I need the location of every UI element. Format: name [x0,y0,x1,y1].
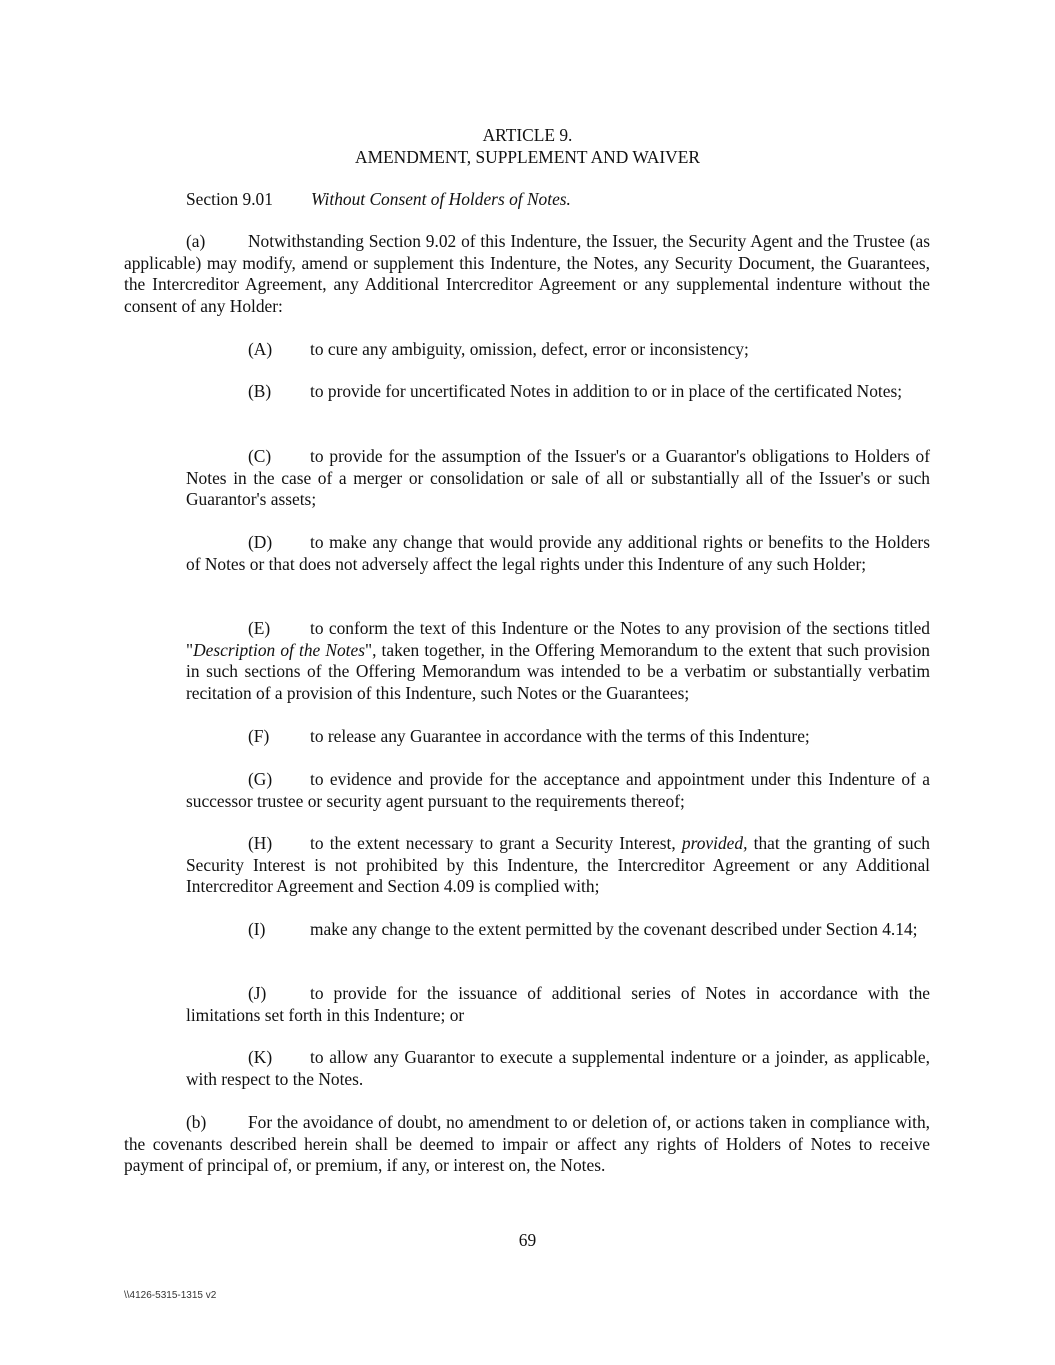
paragraph-b [124,1112,930,1177]
item-text-italic: provided, [681,833,748,853]
item-label: (D) [248,532,273,552]
list-item [186,381,930,403]
document-id: \\4126-5315-1315 v2 [124,1290,217,1301]
page-number: 69 [518,1230,537,1250]
item-text: to allow any Guarantor to execute a supplemental indenture or a joinder, as applicable, with respect to the Notes. [186,1047,930,1089]
item-text-after: that the granting of such Security Interest is not prohibited by this Indenture, the Intercreditor Agreement or any Additional Intercreditor Agreement and Section 4.09 is complied with; [186,833,930,897]
list-item [186,919,930,941]
item-label: (F) [248,726,270,746]
list-item [186,1047,930,1090]
list-item [186,983,930,1026]
item-text: to provide for the assumption of the Issuer's or a Guarantor's obligations to Holders of Notes in the case of a merger or consolidation or sale of all or substantially all of the Issuer's or such Guarantor's assets; [186,446,930,510]
section-heading [186,189,571,211]
item-label: (H) [248,833,273,853]
item-label: (G) [248,769,273,789]
item-label: (A) [248,339,273,359]
item-text-after: ", taken together, in the Offering Memorandum to the extent that such provision in such sections of the Offering Memorandum was intended to be a verbatim or substantially verbatim recitation of a provision of this Indenture, such Notes or the Guarantees; [186,639,930,703]
item-label: (J) [248,983,267,1003]
paragraph-text: Notwithstanding Section 9.02 of this Indenture, the Issuer, the Security Agent and the Trustee (as applicable) may modify, amend or supplement this Indenture, the Notes, any Security Document, the Guarantees, the Intercreditor Agreement, any Additional Intercreditor Agreement or any supplemental indenture without the consent of any Holder: [124,231,930,316]
item-text: to make any change that would provide any additional rights or benefits to the Holders of Notes or that does not adversely affect the legal rights under this Indenture of any such Holder; [186,532,930,574]
list-item [186,769,930,812]
item-text-before: to the extent necessary to grant a Security Interest, [310,833,682,853]
item-text-before: to conform the text of this Indenture or the Notes to any provision of the sections titled " [186,618,930,660]
list-item [186,446,930,511]
item-label: (C) [248,446,272,466]
item-text: make any change to the extent permitted by the covenant described under Section 4.14; [310,919,918,939]
section-number: Section 9.01 [186,189,273,209]
paragraph-text: For the avoidance of doubt, no amendment to or deletion of, or actions taken in compliance with, the covenants described herein shall be deemed to impair or affect any rights of Holders of Notes to receive payment of principal of, or premium, if any, or interest on, the Notes. [124,1112,930,1176]
item-text: to cure any ambiguity, omission, defect, error or inconsistency; [310,339,749,359]
item-text: to release any Guarantee in accordance with the terms of this Indenture; [310,726,810,746]
item-label: (K) [248,1047,273,1067]
list-item [186,532,930,575]
article-title: AMENDMENT, SUPPLEMENT AND WAIVER [355,147,700,167]
item-text-italic: Description of the Notes [193,639,365,660]
item-text: to provide for uncertificated Notes in addition to or in place of the certificated Notes; [310,381,903,401]
paragraph-label: (a) [186,231,206,251]
list-item [186,339,930,361]
list-item [186,726,930,748]
section-title: Without Consent of Holders of Notes. [311,189,571,209]
item-text: to provide for the issuance of additional series of Notes in accordance with the limitations set forth in this Indenture; or [186,983,930,1025]
paragraph-a [124,231,930,317]
item-label: (B) [248,381,272,401]
list-item [186,618,930,704]
list-item [186,833,930,898]
item-label: (I) [248,919,266,939]
paragraph-label: (b) [186,1112,207,1132]
item-text: to evidence and provide for the acceptance and appointment under this Indenture of a successor trustee or security agent pursuant to the requirements thereof; [186,769,930,811]
item-label: (E) [248,618,271,638]
article-number: ARTICLE 9. [482,125,573,145]
